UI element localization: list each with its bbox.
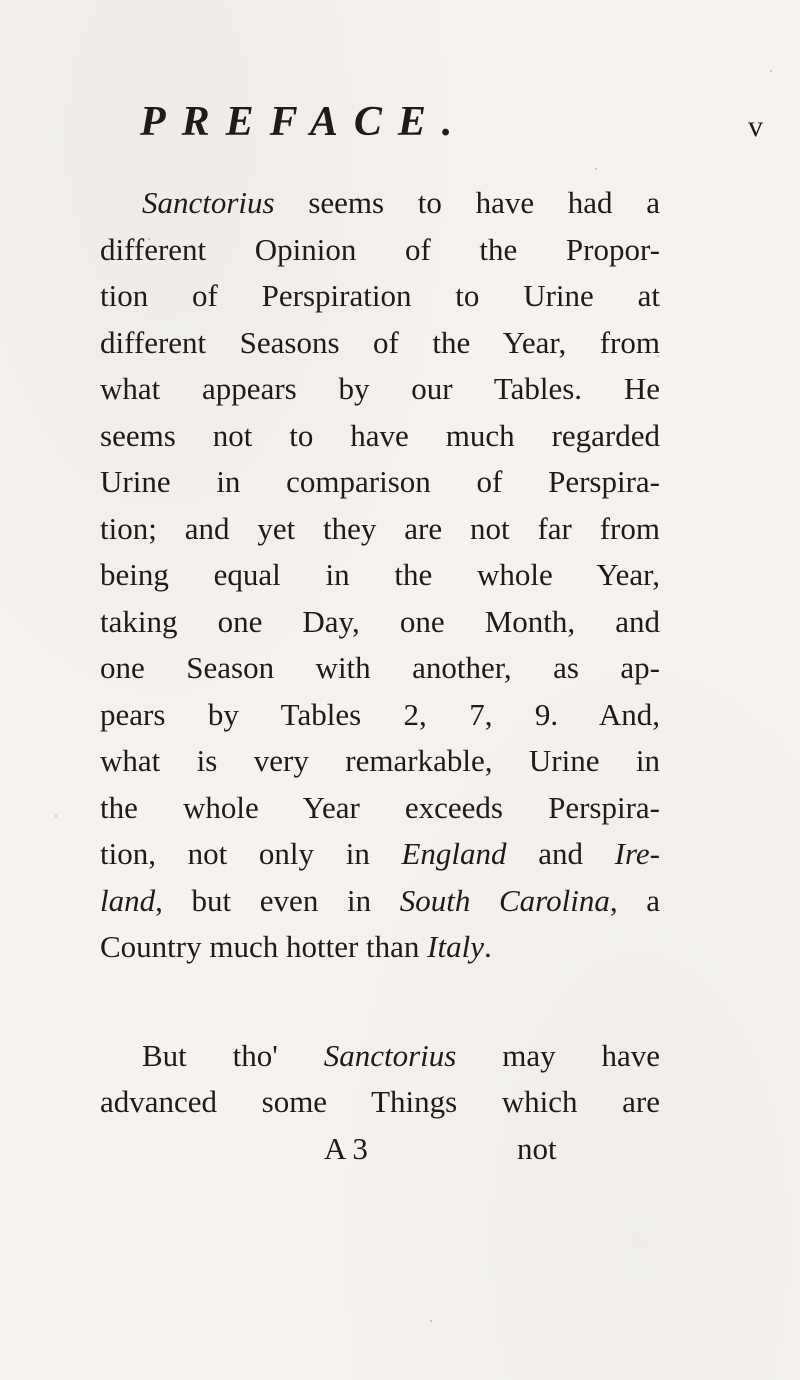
text-segment: .: [483, 929, 492, 964]
text-line: [100, 1033, 660, 1080]
text-segment: tion; and yet they are not far from: [100, 510, 660, 546]
text-segment: taking one Day, one Month, and: [100, 603, 660, 639]
paragraph-gap: [100, 971, 660, 1033]
text-line: [100, 738, 660, 785]
running-header: [0, 92, 800, 152]
text-segment: seems not to have much regarded: [100, 417, 660, 453]
text-segment: and: [506, 836, 615, 871]
text-segment: , but even in: [155, 882, 400, 918]
text-segment: advanced some Things which are: [100, 1084, 660, 1119]
paper-speck: [148, 238, 150, 240]
text-segment: different Seasons of the Year, from: [100, 324, 660, 360]
text-line: [100, 506, 660, 553]
body-text: [100, 180, 660, 1172]
signature-mark: A 3: [324, 1130, 368, 1166]
text-line: [100, 599, 660, 646]
text-line: [100, 785, 660, 832]
text-segment: Country much hotter than: [100, 929, 428, 964]
italic-segment: Italy: [427, 929, 484, 964]
text-line: [100, 413, 660, 460]
text-segment: Urine in comparison of Perspira-: [100, 464, 660, 499]
italic-segment: Ire-: [614, 836, 660, 871]
text-segment: pears by Tables 2, 7, 9. And,: [100, 696, 660, 732]
paragraph: [100, 180, 660, 971]
paper-speck: [430, 1320, 432, 1322]
text-line: [100, 552, 660, 599]
text-line: [100, 831, 660, 878]
text-line: [100, 273, 660, 320]
text-line: [100, 180, 660, 227]
text-segment: tion, not only in: [100, 836, 402, 871]
text-segment: being equal in the whole Year,: [100, 557, 660, 592]
italic-segment: Sanctorius: [323, 1037, 457, 1073]
text-line: [100, 227, 660, 274]
text-line: [100, 878, 660, 925]
catchword: not: [517, 1130, 557, 1166]
paper-speck: [595, 168, 597, 170]
footer-line: [100, 1126, 660, 1173]
text-segment: tion of Perspiration to Urine at: [100, 278, 660, 313]
text-segment: But tho': [142, 1037, 324, 1073]
text-line: [100, 692, 660, 739]
italic-segment: land: [100, 882, 156, 918]
text-line: [100, 1079, 660, 1126]
text-line: [100, 366, 660, 413]
text-segment: what appears by our Tables. He: [100, 371, 660, 406]
text-segment: one Season with another, as ap-: [100, 650, 660, 685]
paper-speck: [657, 355, 659, 357]
text-segment: the whole Year exceeds Perspira-: [100, 789, 660, 825]
text-segment: seems to have had a: [274, 185, 660, 220]
page-number: v: [748, 110, 763, 143]
text-line: [100, 320, 660, 367]
running-title: PREFACE.: [140, 99, 469, 145]
text-segment: may have: [456, 1037, 660, 1073]
italic-segment: Sanctorius: [142, 185, 275, 220]
paragraphs: [100, 180, 660, 1126]
text-line: [100, 459, 660, 506]
paragraph: [100, 1033, 660, 1126]
paper-speck: [55, 815, 57, 817]
italic-segment: England: [401, 836, 507, 871]
text-segment: what is very remarkable, Urine in: [100, 743, 660, 778]
text-segment: , a: [609, 882, 660, 918]
text-line: [100, 924, 660, 971]
text-segment: different Opinion of the Propor-: [100, 231, 660, 267]
paper-speck: [770, 70, 772, 72]
text-line: [100, 645, 660, 692]
italic-segment: South Carolina: [399, 882, 610, 918]
